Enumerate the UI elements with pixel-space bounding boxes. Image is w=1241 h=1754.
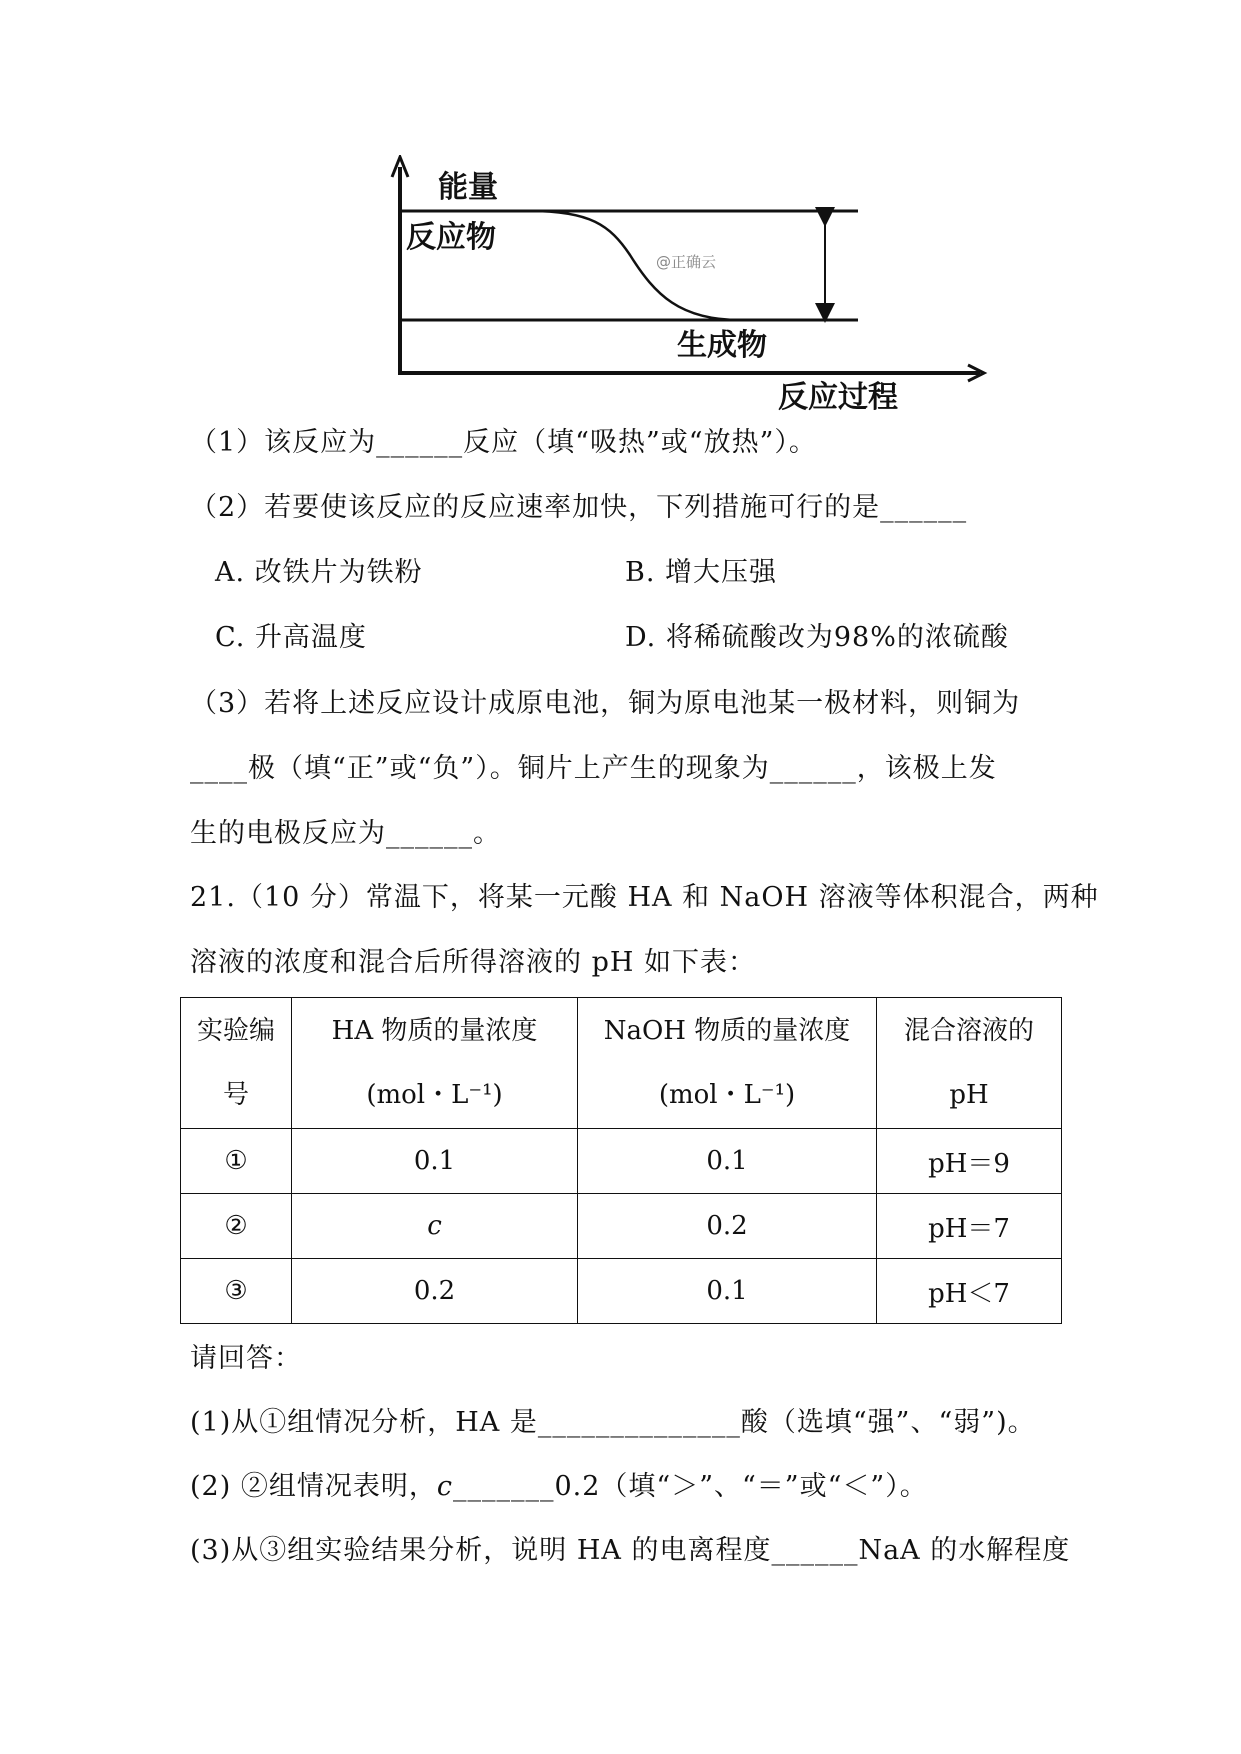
header-cell: 实验编 号	[181, 998, 292, 1129]
table-cell: 0.1	[578, 1129, 877, 1194]
watermark: @正确云	[656, 253, 717, 271]
table-cell: pH＝9	[877, 1129, 1062, 1194]
table-cell: 0.1	[292, 1129, 578, 1194]
table-cell: ①	[181, 1129, 292, 1194]
table-cell: c	[292, 1194, 578, 1259]
table-cell: pH＝7	[877, 1194, 1062, 1259]
option-a: A. 改铁片为铁粉	[215, 557, 423, 588]
table-cell: 0.2	[292, 1259, 578, 1324]
reactant-label: 反应物	[406, 220, 496, 255]
answer-2-prefix: (2) ②组情况表明，	[190, 1471, 437, 1502]
product-label: 生成物	[677, 328, 767, 363]
table-cell: 0.2	[578, 1194, 877, 1259]
q20-part3-line3: 生的电极反应为______。	[190, 818, 501, 849]
answer-2-suffix: _______0.2（填“＞”、“＝”或“＜”）。	[452, 1471, 928, 1502]
table-row	[181, 1259, 1062, 1324]
table-row	[181, 1129, 1062, 1194]
answer-2	[190, 1470, 928, 1504]
y-axis-label: 能量	[438, 170, 498, 205]
option-b: B. 增大压强	[625, 557, 778, 588]
table-cell: 0.1	[578, 1259, 877, 1324]
table-cell: ③	[181, 1259, 292, 1324]
q20-part1: （1）该反应为______反应（填“吸热”或“放热”）。	[190, 427, 817, 458]
option-d: D. 将稀硫酸改为98%的浓硫酸	[625, 622, 1009, 653]
answer-prompt: 请回答：	[190, 1343, 302, 1374]
header-cell: HA 物质的量浓度 (mol・L⁻¹)	[292, 998, 578, 1129]
q21-stem-line1: 21.（10 分）常温下，将某一元酸 HA 和 NaOH 溶液等体积混合，两种	[190, 882, 1099, 913]
x-axis-label: 反应过程	[778, 380, 898, 415]
table-cell: ②	[181, 1194, 292, 1259]
answer-2-variable: c	[436, 1471, 453, 1502]
q20-part2: （2）若要使该反应的反应速率加快，下列措施可行的是______	[190, 492, 968, 523]
energy-diagram	[380, 155, 1020, 415]
table-cell: pH＜7	[877, 1259, 1062, 1324]
table-row	[181, 1194, 1062, 1259]
table-header-row	[181, 998, 1062, 1129]
q20-part3-line2: ____极（填“正”或“负”）。铜片上产生的现象为______，该极上发	[190, 753, 997, 784]
q21-stem-line2: 溶液的浓度和混合后所得溶液的 pH 如下表：	[190, 947, 756, 978]
option-c: C. 升高温度	[215, 622, 367, 653]
header-cell: 混合溶液的 pH	[877, 998, 1062, 1129]
answer-1: (1)从①组情况分析，HA 是______________酸（选填“强”、“弱”)。	[190, 1407, 1036, 1438]
q20-part3-line1: （3）若将上述反应设计成原电池，铜为原电池某一极材料，则铜为	[190, 688, 1021, 719]
experiment-table	[180, 997, 1062, 1324]
header-cell: NaOH 物质的量浓度 (mol・L⁻¹)	[578, 998, 877, 1129]
answer-3: (3)从③组实验结果分析，说明 HA 的电离程度______NaA 的水解程度	[190, 1535, 1071, 1566]
